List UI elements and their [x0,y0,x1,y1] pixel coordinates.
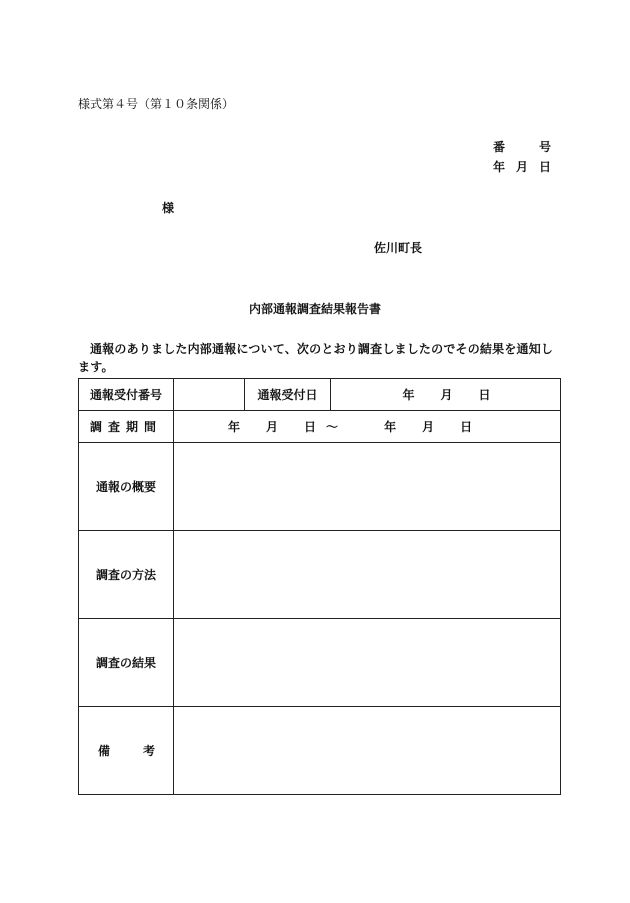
issuer: 佐川町長 [374,241,423,255]
result-label: 調査の結果 [79,619,174,707]
period-label: 調査期間 [79,411,174,443]
period-end-day: 日 [460,420,473,434]
receipt-date-month: 月 [440,388,453,402]
table-row-method [79,531,561,619]
table-row-summary [79,443,561,531]
receipt-date-year: 年 [402,388,415,402]
summary-label: 通報の概要 [79,443,174,531]
period-end-year: 年 [384,420,397,434]
issue-date-day: 日 [538,160,551,174]
report-table [78,378,561,795]
issue-date-year: 年 [493,160,506,174]
period-separator: ～ [326,420,339,434]
period-start-month: 月 [266,420,279,434]
receipt-date-label: 通報受付日 [245,379,331,411]
period-field[interactable] [174,411,561,443]
method-field[interactable] [174,531,561,619]
intro-paragraph: 通報のありました内部通報について、次のとおり調査しましたのでその結果を通知します。 [78,342,554,374]
receipt-date-field[interactable] [331,379,561,411]
table-row-remarks [79,707,561,795]
receipt-number-label: 通報受付番号 [79,379,174,411]
table-row-result [79,619,561,707]
remarks-field[interactable] [174,707,561,795]
remarks-label-right: 考 [142,744,155,758]
number-label-right: 号 [538,140,551,154]
remarks-label-left: 備 [98,744,111,758]
receipt-date-day: 日 [478,388,491,402]
remarks-label [79,707,174,795]
period-start-day: 日 [304,420,317,434]
document-title: 内部通報調査結果報告書 [248,302,381,316]
addressee: 様 [162,201,175,215]
summary-field[interactable] [174,443,561,531]
issue-date [493,158,551,175]
issue-date-month: 月 [515,160,528,174]
period-start-year: 年 [228,420,241,434]
result-field[interactable] [174,619,561,707]
receipt-number-field[interactable] [174,379,245,411]
form-number: 様式第４号（第１０条関係） [78,97,235,111]
number-label-left: 番 [493,140,506,154]
table-row-period [79,411,561,443]
period-end-month: 月 [422,420,435,434]
method-label: 調査の方法 [79,531,174,619]
table-row-receipt [79,379,561,411]
